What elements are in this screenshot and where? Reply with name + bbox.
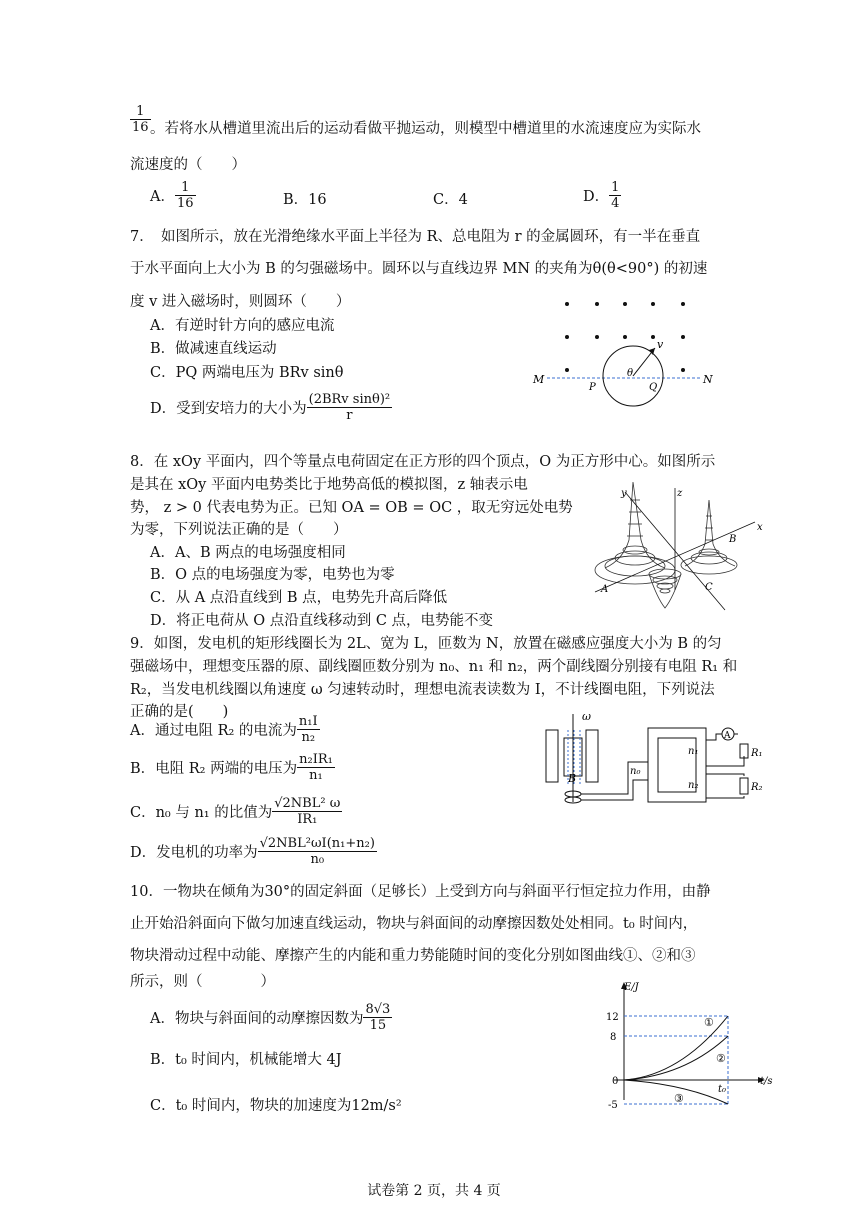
q9-line4: 正确的是( ): [130, 704, 229, 720]
label-r2: R₂: [751, 782, 763, 793]
q6-fraction: [130, 104, 151, 135]
label-n2: n₂: [688, 780, 699, 791]
label-n: N: [703, 373, 713, 386]
q9-generator-figure: [538, 710, 768, 815]
frac-den: 16: [132, 120, 149, 135]
q8-line3: 势， z > 0 代表电势为正。已知 OA = OB = OC ，取无穷远处电势: [130, 500, 573, 516]
q6-option-b[interactable]: B．16: [283, 192, 327, 208]
q7-option-d[interactable]: D．受到安培力的大小为 $\frac{\text{(2BRv sinθ)²}}{r}$: [150, 392, 391, 423]
label-r1: R₁: [751, 748, 763, 759]
q9-line2: 强磁场中，理想变压器的原、副线圈匝数分别为 n₀、n₁ 和 n₂，两个副线圈分别接有电阻 R₁ 和: [130, 659, 738, 675]
q9-line3: R₂，当发电机线圈以角速度 ω 匀速转动时，理想电流表读数为 I，不计线圈电阻，下列说法: [130, 682, 715, 698]
q10-option-a[interactable]: A．物块与斜面间的动摩擦因数为 $\frac{8√3}{15}$: [150, 1002, 391, 1033]
q10-line1: 10．一物块在倾角为30°的固定斜面（足够长）上受到方向与斜面平行恒定拉力作用，由静: [130, 884, 711, 900]
q8-line2: 是其在 xOy 平面内电势类比于地势高低的模拟图，z 轴表示电: [130, 477, 528, 493]
label-c: C: [705, 582, 713, 593]
label-curve-2: ②: [716, 1052, 726, 1065]
q6-line1: 。若将水从槽道里流出后的运动看做平抛运动，则模型中槽道里的水流速度应为实际水: [150, 121, 701, 137]
label-n1: n₁: [688, 746, 699, 757]
q8-option-a[interactable]: A．A、B 两点的电场强度相同: [150, 545, 346, 561]
q9-line1: 9．如图，发电机的矩形线圈长为 2L、宽为 L，匝数为 N，放置在磁感应强度大小为 B 的匀: [130, 636, 722, 652]
q10-line4: 所示，则（ ）: [130, 974, 275, 990]
tick-minus5: -5: [608, 1100, 618, 1110]
label-b: B: [729, 534, 737, 545]
label-m: M: [533, 373, 545, 386]
q8-option-d[interactable]: D．将正电荷从 O 点沿直线移动到 C 点，电势能不变: [150, 613, 494, 629]
q10-line2: 止开始沿斜面向下做匀加速直线运动，物块与斜面间的动摩擦因数处处相同。t₀ 时间内，: [130, 916, 698, 932]
label-omega: ω: [582, 710, 591, 723]
label-n0: n₀: [630, 766, 641, 777]
label-y: y: [621, 488, 627, 499]
q7-line3: 度 v 进入磁场时，则圆环（ ）: [130, 294, 351, 310]
q7-option-b[interactable]: B．做减速直线运动: [150, 341, 277, 357]
label-a: A: [601, 584, 609, 595]
q10-option-c[interactable]: C．t₀ 时间内，物块的加速度为12m/s²: [150, 1098, 402, 1114]
q8-line4: 为零，下列说法正确的是（ ）: [130, 522, 348, 538]
label-p: P: [589, 382, 596, 393]
tick-t0: t₀: [718, 1084, 727, 1095]
label-curve-1: ①: [704, 1016, 714, 1029]
label-ylabel: E/J: [624, 982, 639, 993]
tick-0: 0: [612, 1076, 619, 1087]
q9-option-d[interactable]: D．发电机的功率为 $\frac{\text{√2NBL²ωI(n₁+n₂)}}{\text{n₀}}$: [130, 836, 375, 867]
magnetic-field-dots: [565, 302, 685, 372]
curve-2: [624, 1036, 728, 1080]
q7-option-a[interactable]: A．有逆时针方向的感应电流: [150, 318, 335, 334]
label-v: v: [657, 338, 664, 351]
q10-line3: 物块滑动过程中动能、摩擦产生的内能和重力势能随时间的变化分别如图曲线①、②和③: [130, 948, 696, 964]
q6-option-d[interactable]: D． $\frac{1}{4}$: [583, 180, 620, 211]
q8-line1: 8．在 xOy 平面内，四个等量点电荷固定在正方形的四个顶点，O 为正方形中心。如图所示: [130, 454, 716, 470]
label-curve-3: ③: [674, 1092, 684, 1105]
q8-option-b[interactable]: B．O 点的电场强度为零，电势也为零: [150, 567, 395, 583]
tick-8: 8: [610, 1032, 617, 1043]
q8-potential-figure: [585, 470, 765, 620]
q9-option-a[interactable]: A．通过电阻 R₂ 的电流为 $\frac{\text{n₁I}}{\text{n₂}}$: [130, 714, 318, 745]
frac-num: 1: [130, 104, 151, 120]
label-q: Q: [649, 382, 658, 393]
q9-option-c[interactable]: C．n₀ 与 n₁ 的比值为 $\frac{\text{√2NBL² ω}}{\text{IR₁}}$: [130, 796, 341, 827]
label-x: x: [757, 522, 763, 533]
label-b: B: [568, 772, 577, 785]
page-footer: 试卷第 2 页，共 4 页: [367, 1183, 501, 1199]
label-theta: θ: [627, 368, 634, 379]
q9-option-b[interactable]: B．电阻 R₂ 两端的电压为 $\frac{\text{n₂IR₁}}{\text{n₁}}$: [130, 752, 333, 783]
q6-option-c[interactable]: C．4: [433, 192, 468, 208]
q7-line1: 7． 如图所示，放在光滑绝缘水平面上半径为 R、总电阻为 r 的金属圆环，有一半在垂直: [130, 229, 701, 245]
q7-line2: 于水平面向上大小为 B 的匀强磁场中。圆环以与直线边界 MN 的夹角为θ(θ<90°) 的初速: [130, 261, 708, 277]
tick-12: 12: [606, 1012, 619, 1023]
q6-line2: 流速度的（ ）: [130, 157, 246, 173]
q7-option-c[interactable]: C．PQ 两端电压为 BRv sinθ: [150, 365, 344, 381]
q8-option-c[interactable]: C．从 A 点沿直线到 B 点，电势先升高后降低: [150, 590, 448, 606]
q10-option-b[interactable]: B．t₀ 时间内，机械能增大 4J: [150, 1052, 342, 1068]
q10-energy-graph: [600, 980, 780, 1110]
label-xlabel: t/s: [760, 1076, 773, 1087]
q6-option-a[interactable]: A． $\frac{1}{16}$: [150, 180, 194, 211]
label-z: z: [677, 488, 683, 499]
q7-figure: [525, 292, 725, 412]
ammeter-label: A: [724, 731, 731, 741]
